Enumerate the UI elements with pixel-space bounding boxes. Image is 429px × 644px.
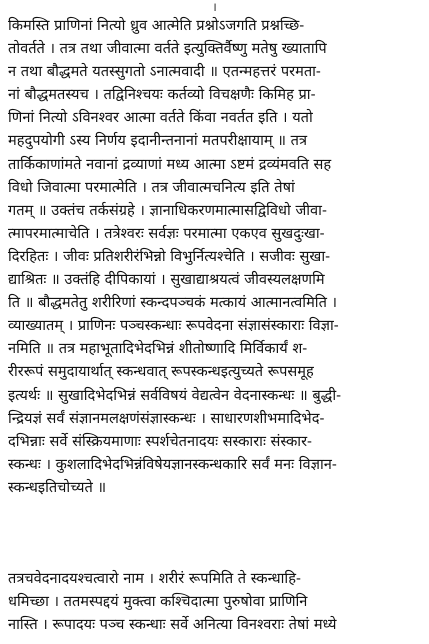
text-line: त्मापरमात्माचेति । तत्रेश्वरः सर्वज्ञः परमात्मा एकएव सुखदुःखा- (8, 224, 325, 242)
text-line: नास्ति । रूपादयः पञ्च स्कन्धाः सर्वे अनित्या विनश्वराः तेषां मध्ये (8, 616, 337, 634)
text-line: तत्रचवेदनादयश्चत्वारो नाम । शरीरं रूपमिति ते स्कन्धाहि- (8, 570, 301, 587)
text-line: दिरहितः । जीवः प्रतिशरीरंभिन्नो विभुर्नित्यश्चेति । सजीवः सुखा- (8, 247, 331, 265)
text-line: विधो जिवात्मा परमात्मेति । तत्र जीवात्मचनित्य इति तेषां (8, 178, 295, 196)
text-line: किमस्ति प्राणिनां नित्यो ध्रुव आत्मेति प्रश्नोऽजगति प्रश्नच्छि- (8, 17, 305, 34)
text-line: न तथा बौद्धमते यतस्सुगतो ऽनात्मवादी ॥ एतन्महत्तरं परमता- (8, 63, 321, 81)
text-line: नां बौद्धमतस्यच । तद्विनिश्चयः कर्तव्यो विचक्षणैः किमिह प्रा- (8, 86, 316, 104)
text-line: णिनां नित्यो ऽविनश्वर आत्मा वर्तते किंवा नवर्तत इति । यतो (8, 109, 313, 127)
text-line: स्कन्धइतिचोच्यते ॥ (8, 478, 107, 496)
text-line: न्द्रियज्ञं सर्वं संज्ञानमलक्षणंसंज्ञास्कन्धः । साधारणशीभमादिभेद- (8, 409, 325, 427)
text-line: तोवर्तते । तत्र तथा जीवात्मा वर्तते इत्युक्तिर्वैष्णु मतेषु ख्यातापि (8, 40, 327, 58)
text-line: नमिति ॥ तत्र महाभूतादिभेदभिन्नं शीतोष्णादि मिर्विकार्यं श- (8, 340, 308, 358)
text-line: महदुपयोगी ऽस्य निर्णय इदानीन्तनानां मतपरीक्षायाम् ॥ तत्र (8, 132, 308, 150)
top-mark: । (212, 0, 217, 14)
text-line: व्याख्यातम् । प्राणिनः पञ्चस्कन्धाः रूपवेदना संज्ञासंस्काराः विज्ञा- (8, 317, 339, 335)
text-line: दभिन्नाः सर्वे संस्क्रियमाणाः स्पर्शचेतनादयः सस्काराः संस्कार- (8, 432, 312, 450)
paragraph-1 (8, 14, 422, 499)
text-line: ति ॥ बौद्धमतेतु शरीरिणां स्कन्दपञ्चकं मत्कायं आत्मानत्वमिति । (8, 294, 338, 312)
text-line: रीररूपं समुदायार्थात् स्कन्धवात् रूपस्कन्धइत्युच्यते रूपसमूह (8, 363, 314, 381)
text-line: स्कन्धः । कुशलादिभेदभिन्नंविषेयज्ञानस्कन्धकारि सर्वं मनः विज्ञान- (8, 455, 337, 473)
text-line: गतम् ॥ उक्तंच तर्कसंग्रहे । ज्ञानाधिकरणमात्मासद्विविधो जीवा- (8, 201, 327, 219)
paragraph-2 (8, 567, 422, 636)
text-line: द्याश्रितः ॥ उक्तंहि दीपिकायां । सुखाद्याश्रयत्वं जीवस्यलक्षणमि (8, 271, 325, 289)
text-line: धमिच्छा । ततमस्पद्दयं मुक्त्वा कश्चिदात्मा पुरुषोवा प्राणिनि (8, 593, 308, 611)
text-line: इत्यर्थः ॥ सुखादिभेदभिन्नं सर्वविषयं वेद्यत्वेन वेदनास्कन्धः ॥ बुद्धी- (8, 386, 342, 404)
text-line: तार्किकाणांमते नवानां द्रव्याणां मध्य आत्मा ऽष्टमं द्रव्यंमवति सह (8, 155, 332, 173)
